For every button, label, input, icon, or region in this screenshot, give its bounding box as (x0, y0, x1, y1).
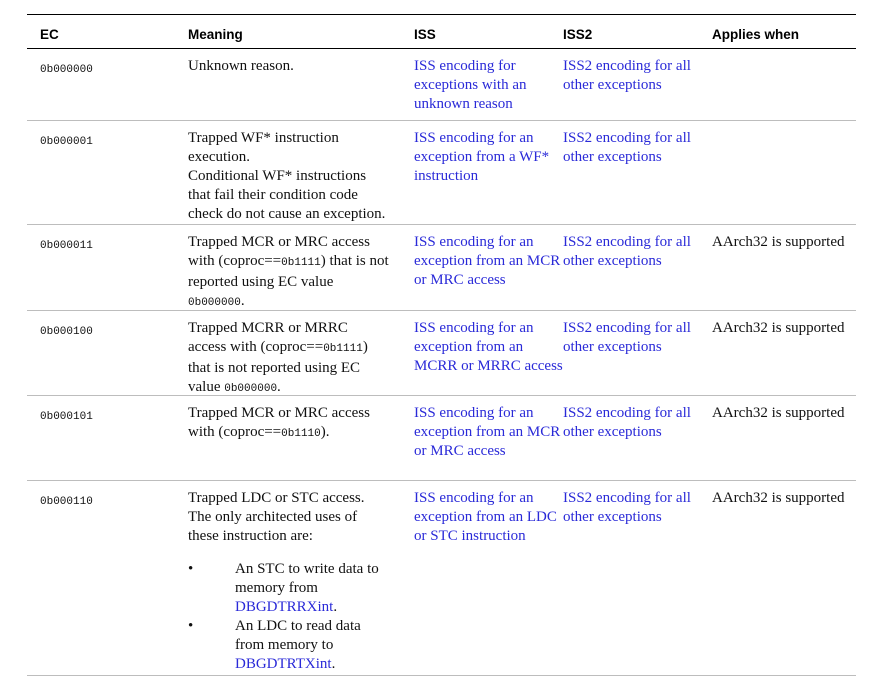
iss-link[interactable]: ISS encoding for an (414, 130, 534, 146)
applies-cell (712, 49, 856, 120)
ec-code: 0b000100 (40, 326, 93, 338)
iss2-link[interactable]: ISS2 encoding for (563, 58, 673, 74)
iss2-cell[interactable] (563, 49, 712, 120)
iss2-link[interactable]: ISS2 encoding for (563, 490, 673, 506)
iss-cell[interactable] (414, 311, 563, 395)
meaning-text: ) (362, 339, 368, 355)
bullet-icon: • (188, 618, 194, 634)
meaning-code: 0b1110 (281, 428, 321, 440)
bullet-line (235, 598, 385, 617)
header-meaning: Meaning (188, 27, 243, 42)
iss-link[interactable]: MCR or MRC (414, 253, 561, 288)
iss2-link[interactable]: ISS2 encoding for (563, 234, 673, 250)
table-row (27, 49, 856, 121)
iss2-link[interactable]: ISS2 encoding for (563, 320, 673, 336)
bullet-line (235, 655, 385, 674)
table-row (27, 225, 856, 311)
iss2-link[interactable]: all other exceptions (563, 320, 691, 355)
meaning-code: 0b000000 (224, 383, 278, 395)
list-item (188, 560, 414, 617)
ec-code: 0b000011 (40, 240, 93, 252)
iss-link[interactable]: exception from an (414, 339, 524, 355)
iss-cell[interactable] (414, 396, 563, 480)
meaning-cell (188, 481, 414, 675)
meaning-line (188, 252, 414, 273)
iss-link[interactable]: ISS encoding for an (414, 490, 534, 506)
applies-cell (712, 121, 856, 224)
meaning-line: execution. (188, 149, 251, 165)
header-iss: ISS (414, 27, 436, 42)
meaning-code: 0b000000 (188, 297, 241, 309)
iss2-cell[interactable] (563, 396, 712, 480)
table-header (27, 15, 856, 49)
meaning-line: Trapped MCRR or MRRC (188, 320, 348, 336)
bullet-text (235, 560, 385, 617)
bullet-tail: . (333, 599, 338, 615)
table-row (27, 121, 856, 225)
ec-code: 0b000110 (40, 496, 93, 508)
meaning-text: ). (320, 424, 330, 440)
meaning-cell (188, 396, 414, 480)
bullet-icon: • (188, 561, 194, 577)
iss-cell[interactable] (414, 225, 563, 310)
meaning-cell (188, 225, 414, 310)
meaning-line (188, 423, 414, 444)
ec-table (27, 14, 856, 676)
iss2-cell[interactable] (563, 121, 712, 224)
ec-value (27, 311, 188, 395)
ec-code: 0b000000 (40, 64, 93, 76)
register-link[interactable]: DBGDTRRXint (235, 599, 334, 615)
bullet-line: from memory to (235, 637, 334, 653)
iss-link[interactable]: instruction (461, 528, 526, 544)
applies-cell: AArch32 is supported (712, 490, 845, 506)
meaning-line: reported using EC value (188, 274, 334, 290)
meaning-line (188, 292, 414, 313)
meaning-line: The only architected uses of (188, 509, 358, 525)
meaning-cell (188, 311, 414, 395)
ec-value (27, 481, 188, 675)
iss-link[interactable]: WF* instruction (414, 149, 550, 184)
iss2-cell[interactable] (563, 481, 712, 675)
meaning-line: that fail their condition code (188, 187, 358, 203)
meaning-text: . (277, 379, 281, 395)
iss-link[interactable]: ISS encoding for an (414, 405, 534, 421)
bullet-tail: . (331, 656, 336, 672)
iss-link[interactable]: exception from an (414, 509, 524, 525)
iss-link[interactable]: exceptions with an (414, 77, 527, 93)
bullet-line: An STC to write data to (235, 561, 379, 577)
meaning-text: with (coproc== (188, 253, 282, 269)
meaning-text: value (188, 379, 225, 395)
iss2-cell[interactable] (563, 311, 712, 395)
meaning-code: 0b1111 (281, 257, 321, 269)
ec-value (27, 121, 188, 224)
meaning-line: Trapped MCR or MRC access (188, 234, 370, 250)
iss2-cell[interactable] (563, 225, 712, 310)
meaning-line: that is not reported using EC (188, 360, 361, 376)
ec-code: 0b000001 (40, 136, 93, 148)
ec-code: 0b000101 (40, 411, 93, 423)
iss-link[interactable]: exception from an (414, 253, 524, 269)
meaning-text: access with (coproc== (188, 339, 324, 355)
ec-value (27, 396, 188, 480)
meaning-text: ) that is not (320, 253, 389, 269)
applies-cell: AArch32 is supported (712, 405, 845, 421)
register-link[interactable]: DBGDTRTXint (235, 656, 332, 672)
meaning-line (188, 338, 414, 359)
iss-cell[interactable] (414, 481, 563, 675)
header-ec: EC (40, 27, 59, 42)
applies-cell: AArch32 is supported (712, 320, 845, 336)
ec-value (27, 225, 188, 310)
bullet-line: An LDC to read data (235, 618, 361, 634)
iss-link[interactable]: ISS encoding for an (414, 320, 534, 336)
bullet-list (188, 560, 414, 674)
iss-cell[interactable] (414, 49, 563, 120)
ec-value (27, 49, 188, 120)
bullet-line: memory from (235, 580, 318, 596)
bullet-text (235, 617, 385, 674)
iss-link[interactable]: LDC or STC (414, 509, 557, 544)
applies-cell: AArch32 is supported (712, 234, 845, 250)
meaning-line: Conditional WF* instructions (188, 168, 367, 184)
meaning-cell (188, 49, 414, 120)
meaning-line: Trapped LDC or STC access. (188, 490, 365, 506)
iss2-link[interactable]: all other exceptions (563, 58, 691, 93)
table-row (27, 396, 856, 481)
meaning-line: these instruction are: (188, 528, 313, 544)
meaning-text: with (coproc== (188, 424, 282, 440)
meaning-text: . (240, 293, 245, 309)
iss-link[interactable]: MCRR or MRRC (414, 358, 521, 374)
iss2-link[interactable]: all other exceptions (563, 130, 691, 165)
iss2-link[interactable]: all other exceptions (563, 490, 691, 525)
iss2-link[interactable]: ISS2 encoding for (563, 130, 673, 146)
iss2-link[interactable]: ISS2 encoding for (563, 405, 673, 421)
header-applies-when: Applies when (712, 27, 800, 42)
list-item (188, 617, 414, 674)
iss-link[interactable]: access (524, 358, 563, 374)
iss-link[interactable]: unknown reason (414, 96, 513, 112)
iss2-link[interactable]: all other exceptions (563, 405, 691, 440)
meaning-line: Unknown reason. (188, 58, 294, 74)
iss-link[interactable]: access (467, 443, 506, 459)
table-row (27, 311, 856, 396)
header-iss2: ISS2 (563, 27, 593, 42)
iss-link[interactable]: MCR or MRC (414, 424, 561, 459)
meaning-line: check do not cause an exception. (188, 206, 386, 222)
meaning-code: 0b1111 (323, 343, 363, 355)
table-row (27, 481, 856, 676)
iss-link[interactable]: exception from an (414, 424, 524, 440)
iss2-link[interactable]: all other exceptions (563, 234, 691, 269)
iss-link[interactable]: ISS encoding for (414, 58, 516, 74)
iss-cell[interactable] (414, 121, 563, 224)
iss-link[interactable]: exception from a (414, 149, 516, 165)
iss-link[interactable]: access (467, 272, 506, 288)
meaning-line: Trapped WF* instruction (188, 130, 339, 146)
iss-link[interactable]: ISS encoding for an (414, 234, 534, 250)
meaning-cell (188, 121, 414, 224)
meaning-line: Trapped MCR or MRC access (188, 405, 370, 421)
